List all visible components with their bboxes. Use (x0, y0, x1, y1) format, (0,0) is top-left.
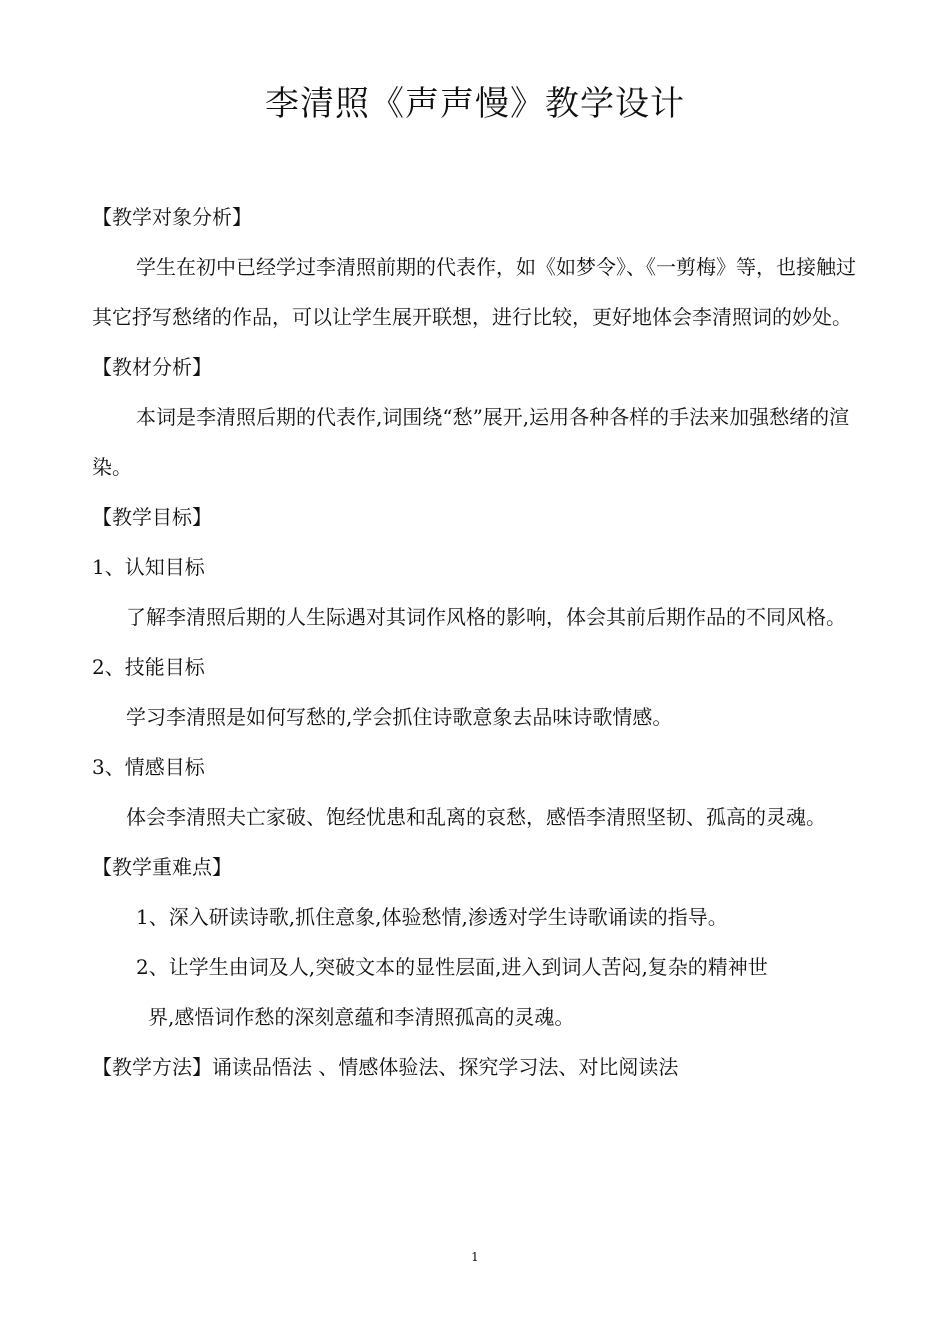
section-heading-goals: 【教学目标】 (92, 505, 212, 529)
document-body (92, 192, 862, 1092)
keypoint-item-2-line2: 界,感悟词作愁的深刻意蕴和李清照孤高的灵魂。 (148, 1005, 575, 1029)
section-methods: 【教学方法】诵读品悟法 、情感体验法、探究学习法、对比阅读法 (92, 1055, 679, 1079)
goal-text-emotion: 体会李清照夫亡家破、饱经忧患和乱离的哀愁，感悟李清照坚韧、孤高的灵魂。 (126, 805, 826, 829)
document-title: 李清照《声声慢》教学设计 (265, 84, 685, 124)
keypoint-item-2-line1: 2、让学生由词及人,突破文本的显性层面,进入到词人苦闷,复杂的精神世 (136, 955, 768, 979)
goal-text-cognitive: 了解李清照后期的人生际遇对其词作风格的影响，体会其前后期作品的不同风格。 (126, 605, 846, 629)
goal-heading-emotion: 3、情感目标 (92, 755, 205, 779)
paragraph-student-analysis: 学生在初中已经学过李清照前期的代表作，如《如梦令》、《一剪梅》等，也接触过其它抒写愁绪的作品，可以让学生展开联想，进行比较，更好地体会李清照词的妙处。 (92, 255, 856, 329)
section-heading-material: 【教材分析】 (92, 355, 212, 379)
keypoint-item-1: 1、深入研读诗歌,抓住意象,体验愁情,渗透对学生诗歌诵读的指导。 (136, 905, 728, 929)
page-number: 1 (471, 1250, 479, 1264)
goal-text-skill: 学习李清照是如何写愁的,学会抓住诗歌意象去品味诗歌情感。 (126, 705, 673, 729)
goal-heading-skill: 2、技能目标 (92, 655, 205, 679)
section-heading-analysis: 【教学对象分析】 (92, 205, 252, 229)
goal-heading-cognitive: 1、认知目标 (92, 555, 205, 579)
paragraph-material-analysis: 本词是李清照后期的代表作,词围绕“愁”展开,运用各种各样的手法来加强愁绪的渲染。 (92, 405, 850, 479)
section-heading-keypoints: 【教学重难点】 (92, 855, 232, 879)
